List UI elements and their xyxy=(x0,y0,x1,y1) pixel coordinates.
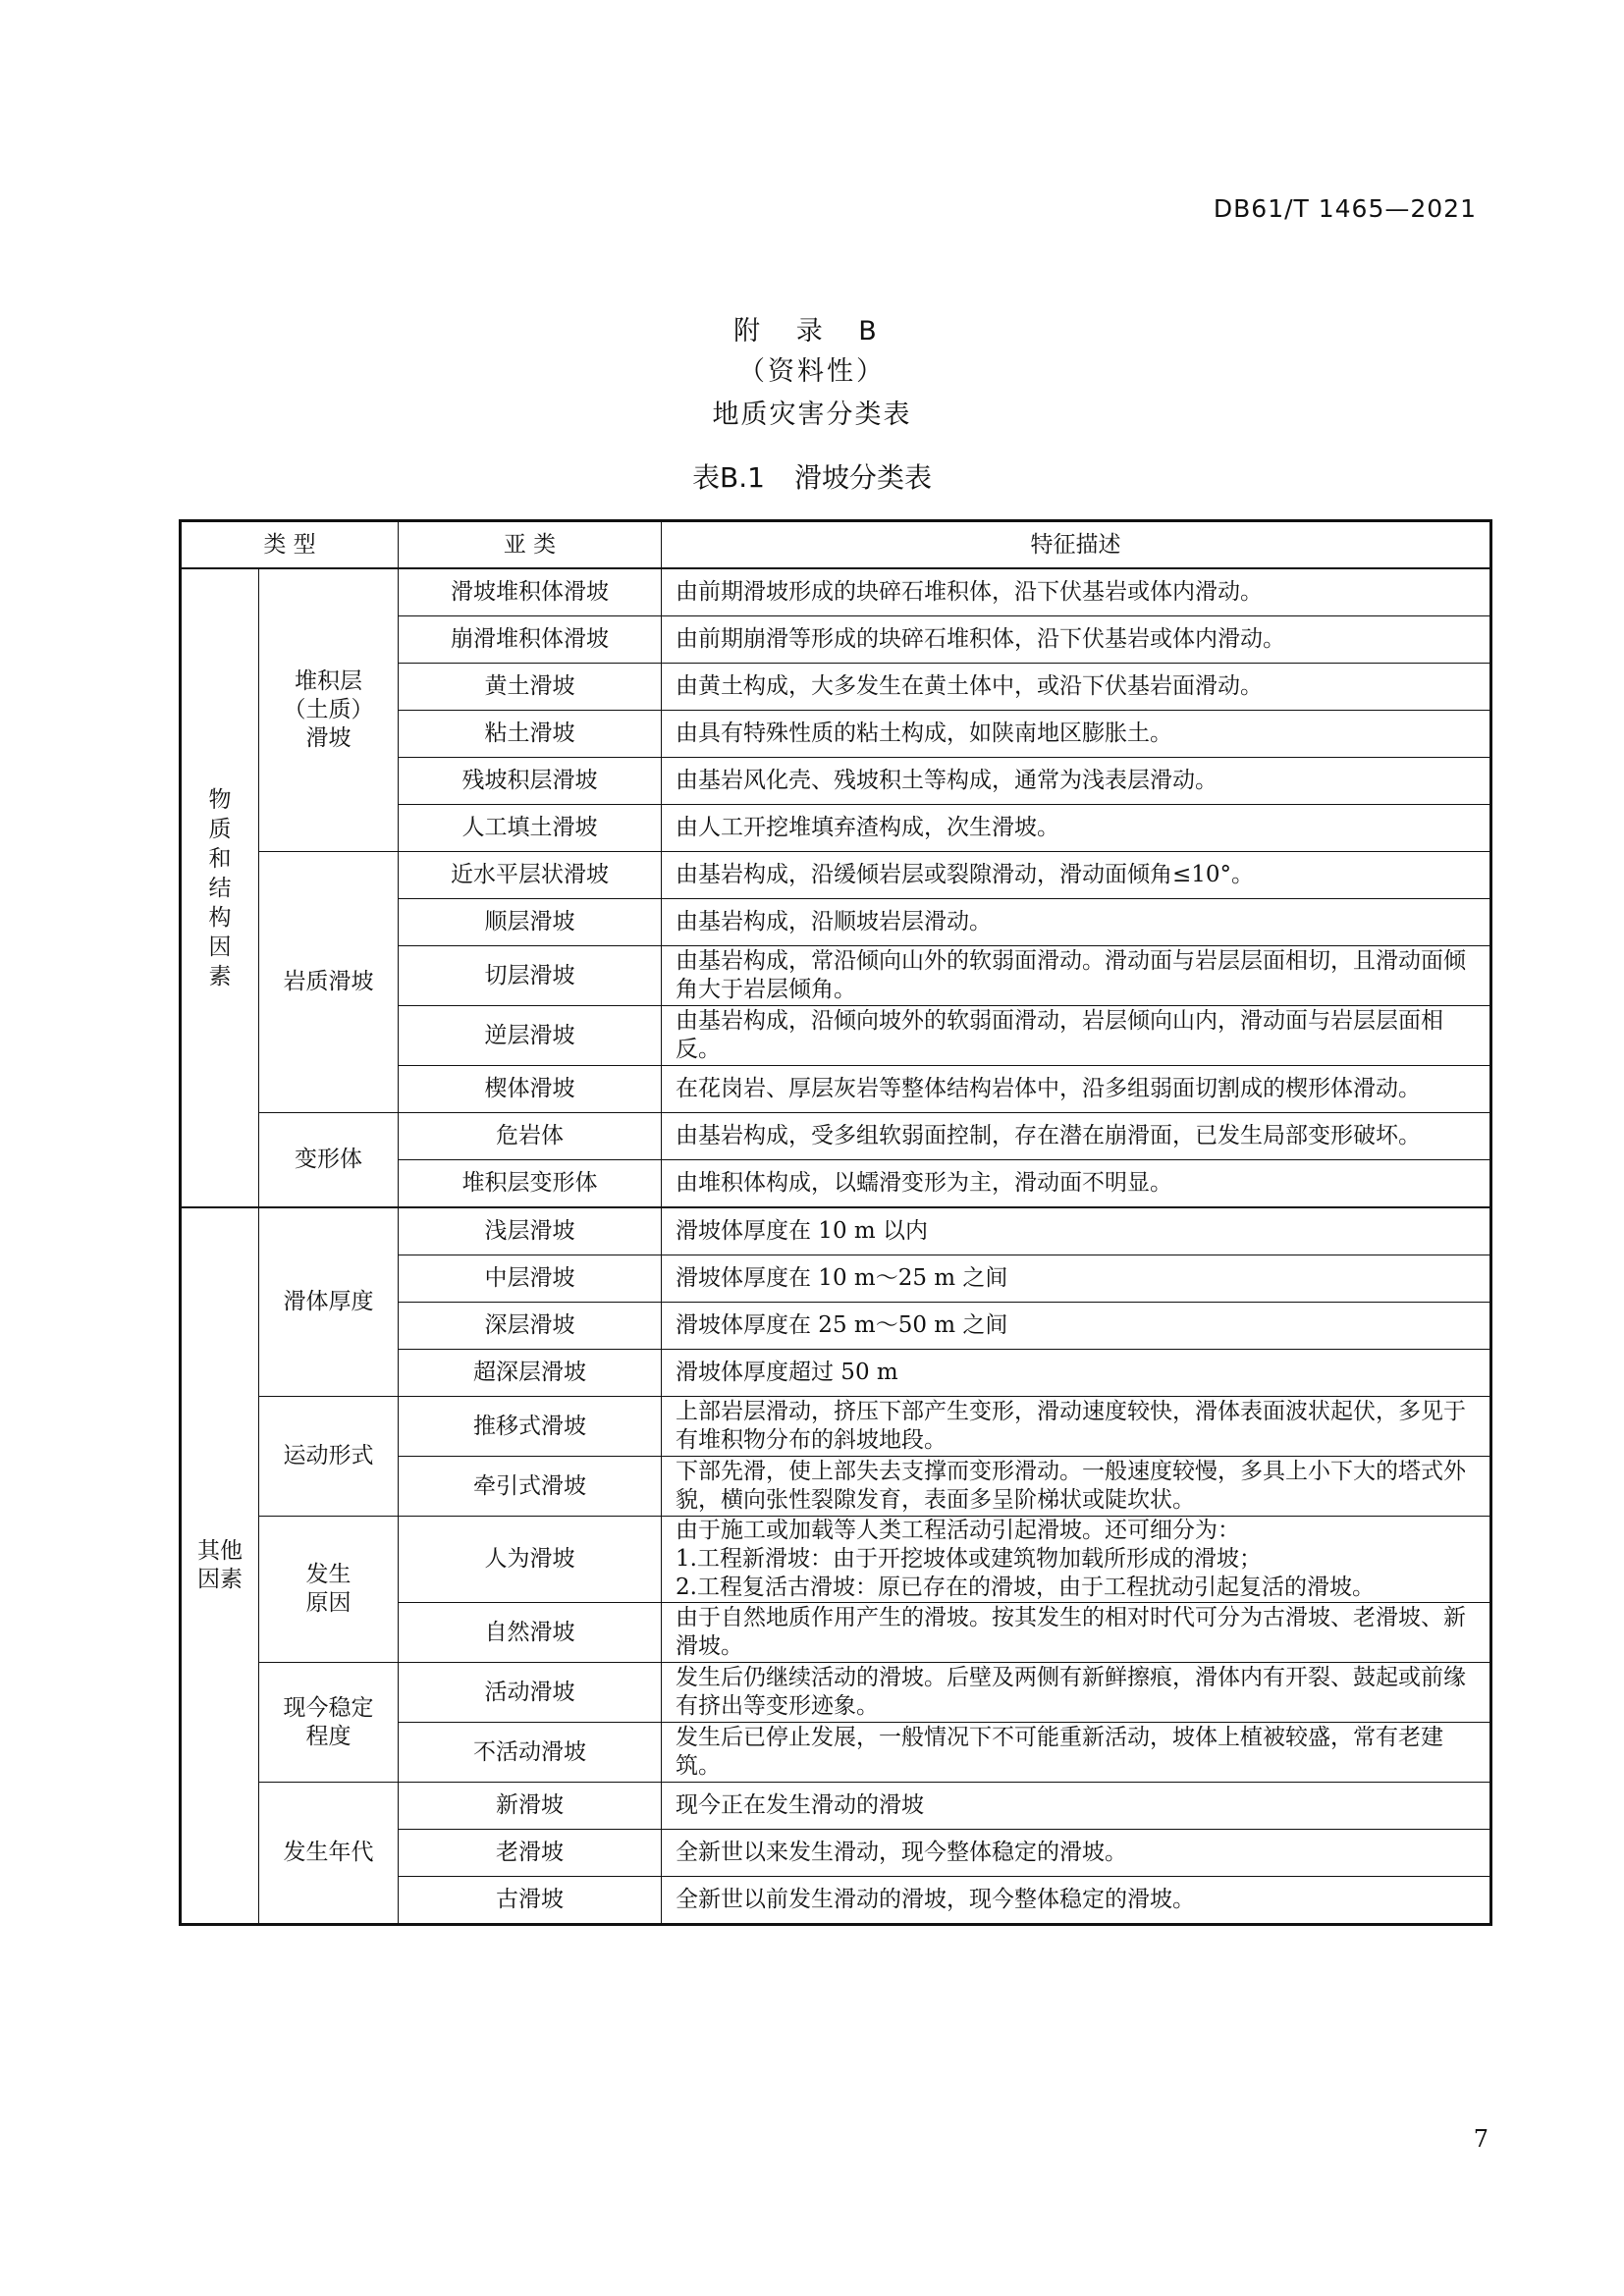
description-cell: 发生后已停止发展，一般情况下不可能重新活动，坡体上植被较盛，常有老建筑。 xyxy=(662,1723,1491,1783)
table-row xyxy=(181,1207,1491,1255)
subtype-cell: 切层滑坡 xyxy=(399,946,662,1006)
category-label-deposit-landslide: 堆积层 （土质） 滑坡 xyxy=(259,568,399,852)
subtype-cell: 牵引式滑坡 xyxy=(399,1457,662,1517)
subtype-cell: 人工填土滑坡 xyxy=(399,805,662,852)
description-cell: 滑坡体厚度在 25 m～50 m 之间 xyxy=(662,1303,1491,1350)
page-number: 7 xyxy=(1473,2125,1489,2153)
table-row xyxy=(181,1783,1491,1830)
appendix-heading: 附 录 B xyxy=(733,316,891,347)
category-label-stability: 现今稳定 程度 xyxy=(259,1663,399,1783)
document-code: DB61/T 1465—2021 xyxy=(1213,194,1477,223)
subtype-cell: 黄土滑坡 xyxy=(399,664,662,711)
landslide-classification-table xyxy=(179,519,1492,1926)
table-caption xyxy=(0,456,1624,496)
description-cell: 由于自然地质作用产生的滑坡。按其发生的相对时代可分为古滑坡、老滑坡、新滑坡。 xyxy=(662,1603,1491,1663)
subtype-cell: 残坡积层滑坡 xyxy=(399,758,662,805)
subtype-cell: 堆积层变形体 xyxy=(399,1160,662,1208)
group-label-other-factors: 其他 因素 xyxy=(181,1207,259,1925)
column-header-subtype: 亚 类 xyxy=(399,521,662,569)
description-cell: 全新世以前发生滑动的滑坡，现今整体稳定的滑坡。 xyxy=(662,1877,1491,1925)
description-cell: 滑坡体厚度在 10 m～25 m 之间 xyxy=(662,1255,1491,1303)
subtype-cell: 粘土滑坡 xyxy=(399,711,662,758)
group-label-material-structure xyxy=(181,568,259,1207)
subtype-cell: 推移式滑坡 xyxy=(399,1397,662,1457)
description-cell: 由堆积体构成，以蠕滑变形为主，滑动面不明显。 xyxy=(662,1160,1491,1208)
subtype-cell: 自然滑坡 xyxy=(399,1603,662,1663)
subtype-cell: 滑坡堆积体滑坡 xyxy=(399,568,662,616)
table-row xyxy=(181,1397,1491,1457)
description-cell: 下部先滑，使上部失去支撑而变形滑动。一般速度较慢，多具上小下大的塔式外貌，横向张性裂隙发育，表面多呈阶梯状或陡坎状。 xyxy=(662,1457,1491,1517)
description-cell: 由人工开挖堆填弃渣构成，次生滑坡。 xyxy=(662,805,1491,852)
description-cell: 由基岩风化壳、残坡积土等构成，通常为浅表层滑动。 xyxy=(662,758,1491,805)
description-cell: 由前期崩滑等形成的块碎石堆积体，沿下伏基岩或体内滑动。 xyxy=(662,616,1491,664)
table-header-row xyxy=(181,521,1491,569)
subtype-cell: 崩滑堆积体滑坡 xyxy=(399,616,662,664)
category-label-age: 发生年代 xyxy=(259,1783,399,1925)
subtype-cell: 活动滑坡 xyxy=(399,1663,662,1723)
description-cell: 由基岩构成，沿顺坡岩层滑动。 xyxy=(662,899,1491,946)
subtype-cell: 深层滑坡 xyxy=(399,1303,662,1350)
subtype-cell: 不活动滑坡 xyxy=(399,1723,662,1783)
subtype-cell: 新滑坡 xyxy=(399,1783,662,1830)
description-cell: 滑坡体厚度超过 50 m xyxy=(662,1350,1491,1397)
description-cell: 由基岩构成，常沿倾向山外的软弱面滑动。滑动面与岩层层面相切，且滑动面倾角大于岩层倾角。 xyxy=(662,946,1491,1006)
column-header-description: 特征描述 xyxy=(662,521,1491,569)
description-cell: 由基岩构成，沿倾向坡外的软弱面滑动，岩层倾向山内，滑动面与岩层层面相反。 xyxy=(662,1006,1491,1066)
description-cell: 由基岩构成，受多组软弱面控制，存在潜在崩滑面，已发生局部变形破坏。 xyxy=(662,1113,1491,1160)
subtype-cell: 老滑坡 xyxy=(399,1830,662,1877)
table-row xyxy=(181,1517,1491,1603)
category-label-thickness: 滑体厚度 xyxy=(259,1207,399,1397)
group-label-vertical: 物 质 和 结 构 因 素 xyxy=(208,786,232,989)
description-cell: 由具有特殊性质的粘土构成，如陕南地区膨胀土。 xyxy=(662,711,1491,758)
column-header-type: 类 型 xyxy=(181,521,399,569)
description-cell: 发生后仍继续活动的滑坡。后壁及两侧有新鲜擦痕，滑体内有开裂、鼓起或前缘有挤出等变形迹象。 xyxy=(662,1663,1491,1723)
table-row xyxy=(181,1113,1491,1160)
subtype-cell: 浅层滑坡 xyxy=(399,1207,662,1255)
subtype-cell: 超深层滑坡 xyxy=(399,1350,662,1397)
description-cell: 滑坡体厚度在 10 m 以内 xyxy=(662,1207,1491,1255)
description-cell: 现今正在发生滑动的滑坡 xyxy=(662,1783,1491,1830)
description-cell: 由于施工或加载等人类工程活动引起滑坡。还可细分为： 1.工程新滑坡：由于开挖坡体或建筑物加载所形成的滑坡； 2.工程复活古滑坡：原已存在的滑坡，由于工程扰动引起复活的滑坡。 xyxy=(662,1517,1491,1603)
subtype-cell: 中层滑坡 xyxy=(399,1255,662,1303)
subtype-cell: 古滑坡 xyxy=(399,1877,662,1925)
category-label-cause: 发生 原因 xyxy=(259,1517,399,1663)
appendix-nature: （资料性） xyxy=(738,356,886,387)
category-label-deformation-body: 变形体 xyxy=(259,1113,399,1208)
description-cell: 由基岩构成，沿缓倾岩层或裂隙滑动，滑动面倾角≤10°。 xyxy=(662,852,1491,899)
description-cell: 上部岩层滑动，挤压下部产生变形，滑动速度较快，滑体表面波状起伏，多见于有堆积物分布的斜坡地段。 xyxy=(662,1397,1491,1457)
subtype-cell: 楔体滑坡 xyxy=(399,1066,662,1113)
subtype-cell: 危岩体 xyxy=(399,1113,662,1160)
description-cell: 在花岗岩、厚层灰岩等整体结构岩体中，沿多组弱面切割成的楔形体滑动。 xyxy=(662,1066,1491,1113)
subtype-cell: 逆层滑坡 xyxy=(399,1006,662,1066)
table-row xyxy=(181,1663,1491,1723)
category-label-motion-form: 运动形式 xyxy=(259,1397,399,1517)
description-cell: 由黄土构成，大多发生在黄土体中，或沿下伏基岩面滑动。 xyxy=(662,664,1491,711)
table-row xyxy=(181,568,1491,616)
description-cell: 全新世以来发生滑动，现今整体稳定的滑坡。 xyxy=(662,1830,1491,1877)
table-row xyxy=(181,852,1491,899)
subtype-cell: 顺层滑坡 xyxy=(399,899,662,946)
table-number: 表B.1 xyxy=(692,461,765,494)
subtype-cell: 近水平层状滑坡 xyxy=(399,852,662,899)
category-label-rock-landslide: 岩质滑坡 xyxy=(259,852,399,1113)
appendix-title: 地质灾害分类表 xyxy=(712,400,912,430)
description-cell: 由前期滑坡形成的块碎石堆积体，沿下伏基岩或体内滑动。 xyxy=(662,568,1491,616)
subtype-cell: 人为滑坡 xyxy=(399,1517,662,1603)
table-title: 滑坡分类表 xyxy=(793,461,932,494)
